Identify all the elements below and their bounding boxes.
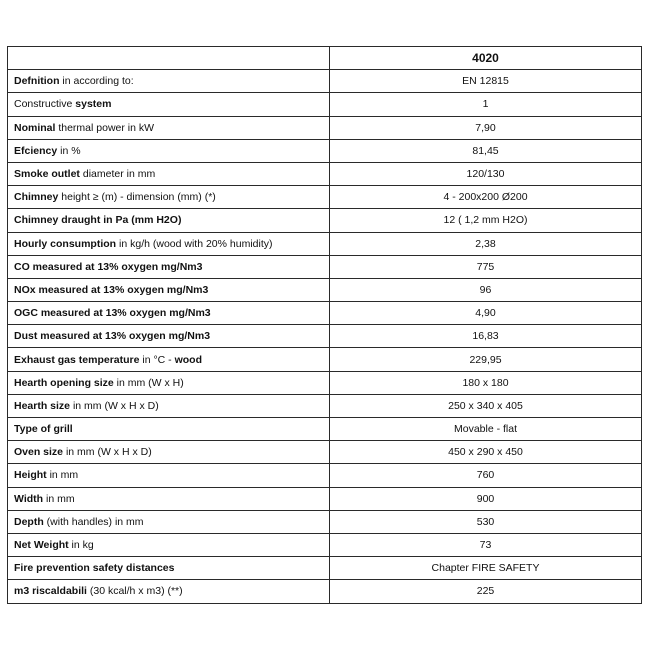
spec-label-part: in mm <box>43 492 75 505</box>
spec-label-part: Defnition <box>14 75 60 88</box>
spec-label <box>8 580 330 603</box>
spec-label <box>8 371 330 394</box>
spec-label-part: Constructive <box>14 98 76 111</box>
spec-value: 7,90 <box>330 116 642 139</box>
spec-value: 73 <box>330 533 642 556</box>
spec-label <box>8 186 330 209</box>
spec-label-part: Oven size <box>14 446 64 459</box>
spec-value: EN 12815 <box>330 70 642 93</box>
spec-value: 450 x 290 x 450 <box>330 441 642 464</box>
spec-value: Chapter FIRE SAFETY <box>330 557 642 580</box>
spec-label-part: in according to: <box>59 75 134 88</box>
table-row <box>8 139 642 162</box>
spec-label <box>8 302 330 325</box>
table-row <box>8 394 642 417</box>
spec-value: 2,38 <box>330 232 642 255</box>
spec-label <box>8 162 330 185</box>
table-row <box>8 302 642 325</box>
spec-label-part: (30 kcal/h x m3) (**) <box>86 585 183 598</box>
table-row <box>8 510 642 533</box>
spec-value: 530 <box>330 510 642 533</box>
spec-label-part: Smoke outlet <box>14 168 80 181</box>
table-row <box>8 278 642 301</box>
spec-label-part: Chimney <box>14 191 59 204</box>
spec-label-part: Width <box>14 492 44 505</box>
header-label-cell <box>8 47 330 70</box>
spec-label <box>8 209 330 232</box>
spec-label <box>8 325 330 348</box>
spec-label <box>8 255 330 278</box>
spec-value: 180 x 180 <box>330 371 642 394</box>
spec-label <box>8 441 330 464</box>
spec-value: 225 <box>330 580 642 603</box>
spec-value: 120/130 <box>330 162 642 185</box>
spec-label-part: Type of grill <box>14 423 73 436</box>
table-row <box>8 371 642 394</box>
spec-label-part: in mm (W x H x D) <box>63 446 152 459</box>
spec-value: 12 ( 1,2 mm H2O) <box>330 209 642 232</box>
spec-label <box>8 139 330 162</box>
spec-label-part: Chimney draught in Pa (mm H2O) <box>14 214 182 227</box>
spec-value: 229,95 <box>330 348 642 371</box>
spec-label-part: OGC measured at 13% oxygen mg/Nm3 <box>14 307 211 320</box>
table-row <box>8 93 642 116</box>
spec-label-part: (with handles) in mm <box>43 515 144 528</box>
spec-value: 16,83 <box>330 325 642 348</box>
spec-value: 250 x 340 x 405 <box>330 394 642 417</box>
spec-label-part: Dust measured at 13% oxygen mg/Nm3 <box>14 330 211 343</box>
spec-value: 4 - 200x200 Ø200 <box>330 186 642 209</box>
spec-table <box>7 46 642 604</box>
table-row <box>8 255 642 278</box>
spec-label <box>8 116 330 139</box>
spec-label-part: Height <box>14 469 47 482</box>
spec-label-part: in °C - <box>139 353 175 366</box>
table-row <box>8 580 642 603</box>
table-row <box>8 186 642 209</box>
spec-label-part: in mm (W x H x D) <box>70 399 159 412</box>
spec-label-part: in mm <box>46 469 79 482</box>
spec-label-part: Efciency <box>14 144 58 157</box>
spec-label-part: in kg <box>68 539 94 552</box>
spec-label <box>8 418 330 441</box>
spec-label-part: system <box>75 98 112 111</box>
spec-label <box>8 394 330 417</box>
spec-value: 775 <box>330 255 642 278</box>
spec-label-part: NOx measured at 13% oxygen mg/Nm3 <box>14 283 209 296</box>
table-row <box>8 464 642 487</box>
spec-label-part: Nominal <box>14 121 56 134</box>
spec-label <box>8 464 330 487</box>
spec-label <box>8 533 330 556</box>
spec-label-part: in % <box>57 144 81 157</box>
table-row <box>8 116 642 139</box>
spec-label <box>8 232 330 255</box>
spec-label-part: Hearth opening size <box>14 376 114 389</box>
spec-label-part: thermal power in kW <box>55 121 155 134</box>
spec-value: 81,45 <box>330 139 642 162</box>
spec-label-part: Depth <box>14 515 44 528</box>
spec-value: 900 <box>330 487 642 510</box>
table-row <box>8 70 642 93</box>
spec-label-part: height ≥ (m) - dimension (mm) (*) <box>58 191 216 204</box>
spec-value: Movable - flat <box>330 418 642 441</box>
spec-label-part: Hourly consumption <box>14 237 117 250</box>
table-row <box>8 487 642 510</box>
table-row <box>8 533 642 556</box>
table-row <box>8 209 642 232</box>
spec-label-part: Exhaust gas temperature <box>14 353 140 366</box>
spec-label <box>8 278 330 301</box>
table-row <box>8 418 642 441</box>
table-row <box>8 162 642 185</box>
model-number: 4020 <box>330 47 642 70</box>
spec-label <box>8 93 330 116</box>
table-row <box>8 557 642 580</box>
spec-label-part: in mm (W x H) <box>113 376 184 389</box>
spec-value: 1 <box>330 93 642 116</box>
table-header-row <box>8 47 642 70</box>
spec-table-body <box>8 47 642 604</box>
table-row <box>8 232 642 255</box>
spec-label-part: Net Weight <box>14 539 69 552</box>
spec-label-part: CO measured at 13% oxygen mg/Nm3 <box>14 260 203 273</box>
spec-label <box>8 557 330 580</box>
spec-label-part: m3 riscaldabili <box>14 585 87 598</box>
spec-value: 4,90 <box>330 302 642 325</box>
table-row <box>8 325 642 348</box>
spec-value: 96 <box>330 278 642 301</box>
spec-label-part: Hearth size <box>14 399 71 412</box>
spec-label-part: wood <box>174 353 203 366</box>
table-row <box>8 441 642 464</box>
spec-label-part: in kg/h (wood with 20% humidity) <box>116 237 273 250</box>
spec-label-part: Fire prevention safety distances <box>14 562 175 575</box>
spec-label <box>8 70 330 93</box>
table-row <box>8 348 642 371</box>
spec-label-part: diameter in mm <box>79 168 156 181</box>
spec-value: 760 <box>330 464 642 487</box>
spec-label <box>8 348 330 371</box>
spec-label <box>8 510 330 533</box>
spec-label <box>8 487 330 510</box>
